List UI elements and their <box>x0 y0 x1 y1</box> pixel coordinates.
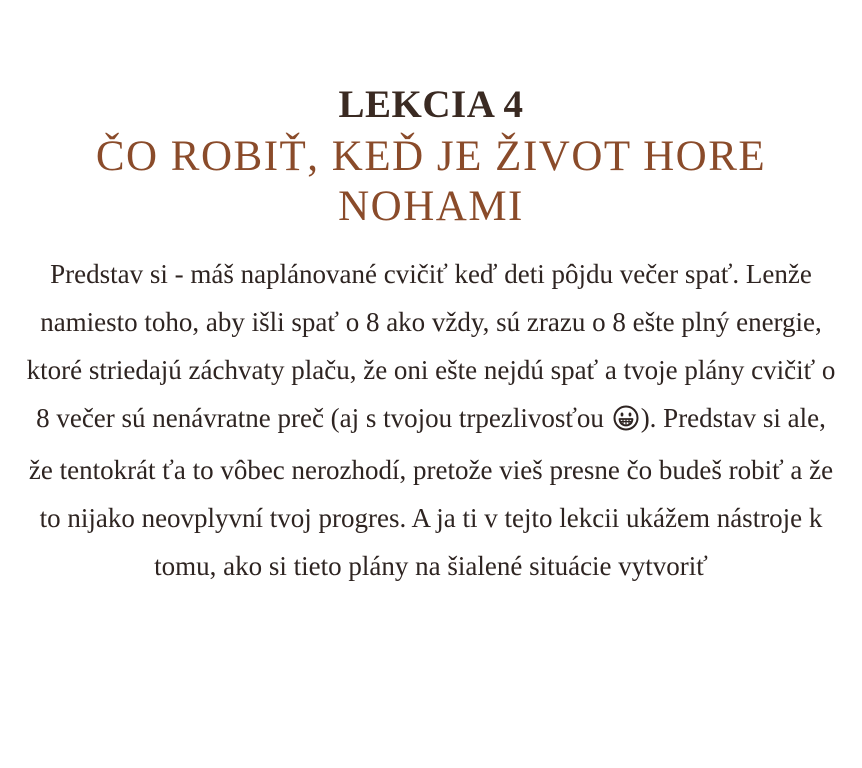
lesson-number: LEKCIA 4 <box>338 83 524 126</box>
lesson-title: ČO ROBIŤ, KEĎ JE ŽIVOT HORE NOHAMI <box>95 133 767 230</box>
lesson-description <box>26 250 836 590</box>
grinning-face-icon <box>613 398 639 446</box>
lesson-description-part1: Predstav si - máš naplánované cvičiť keď deti pôjdu večer spať. Lenže namiesto toho, aby išli spať o 8 ako vždy, sú zrazu o 8 ešte plný energie, ktoré striedajú záchvaty plaču, že oni ešte nejdú spať a tvoje plány cvičiť o 8 večer sú nenávratne preč (aj s tvojou trpezlivosťou <box>26 259 836 433</box>
lesson-description-part2: ). Predstav si ale, že tentokrát ťa to vôbec nerozhodí, pretože vieš presne čo budeš robiť a že to nijako neovplyvní tvoj progres. A ja ti v tejto lekcii ukážem nástroje k tomu, ako si tieto plány na šialené situácie vytvoriť <box>28 403 834 581</box>
